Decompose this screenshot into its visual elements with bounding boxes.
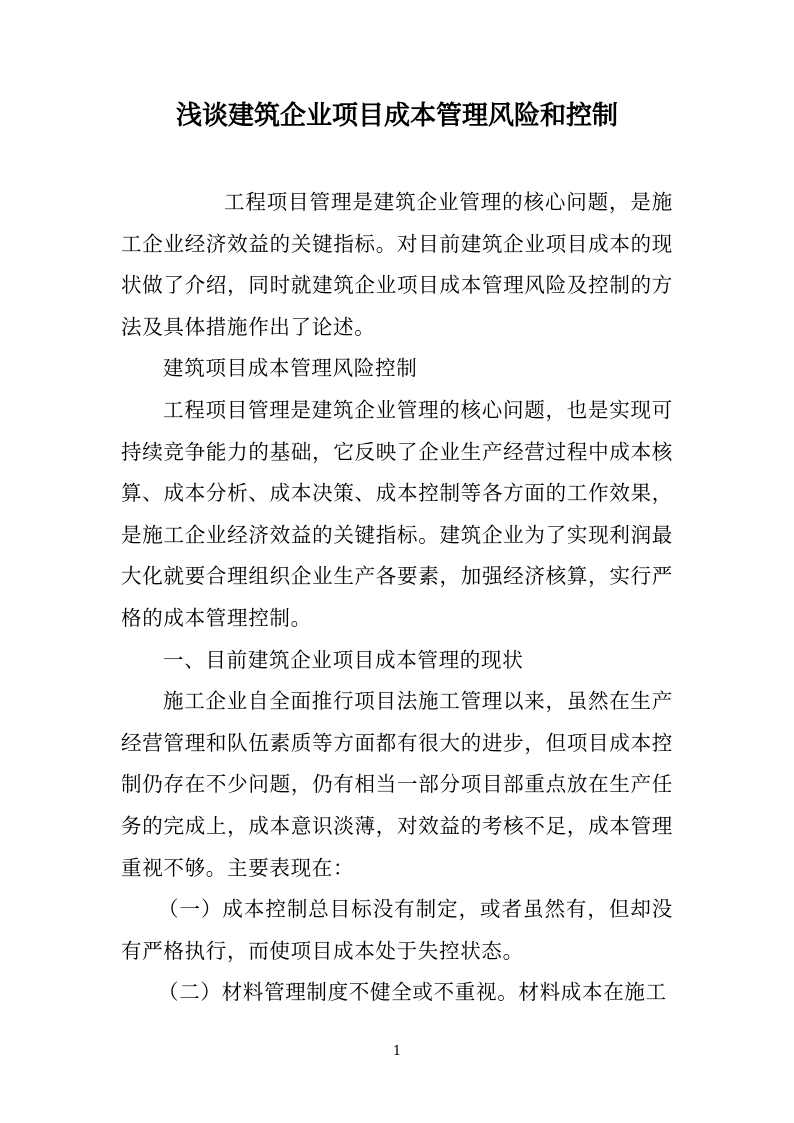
page-number: 1	[392, 1044, 402, 1059]
abstract-paragraph: 工程项目管理是建筑企业管理的核心问题，是施工企业经济效益的关键指标。对目前建筑企业项目成本的现状做了介绍，同时就建筑企业项目成本管理风险及控制的方法及具体措施作出了论述。	[121, 190, 673, 339]
body-paragraph: 工程项目管理是建筑企业管理的核心问题，也是实现可持续竞争能力的基础，它反映了企业生产经营过程中成本核算、成本分析、成本决策、成本控制等各方面的工作效果，是施工企业经济效益的关键指标。建筑企业为了实现利润最大化就要合理组织企业生产各要素，加强经济核算，实行严格的成本管理控制。	[121, 397, 673, 630]
document-title: 浅谈建筑企业项目成本管理风险和控制	[175, 101, 618, 131]
body-paragraph: 施工企业自全面推行项目法施工管理以来，虽然在生产经营管理和队伍素质等方面都有很大的进步，但项目成本控制仍存在不少问题，仍有相当一部分项目部重点放在生产任务的完成上，成本意识淡薄，对效益的考核不足，成本管理重视不够。主要表现在：	[121, 689, 673, 880]
list-item: （一）成本控制总目标没有制定，或者虽然有，但却没有严格执行，而使项目成本处于失控状态。	[121, 897, 673, 963]
list-item: （二）材料管理制度不健全或不重视。材料成本在施工	[158, 980, 667, 1005]
keywords-line: 建筑项目成本管理风险控制	[163, 356, 418, 381]
document-body	[121, 182, 673, 1014]
section-heading: 一、目前建筑企业项目成本管理的现状	[163, 647, 524, 672]
